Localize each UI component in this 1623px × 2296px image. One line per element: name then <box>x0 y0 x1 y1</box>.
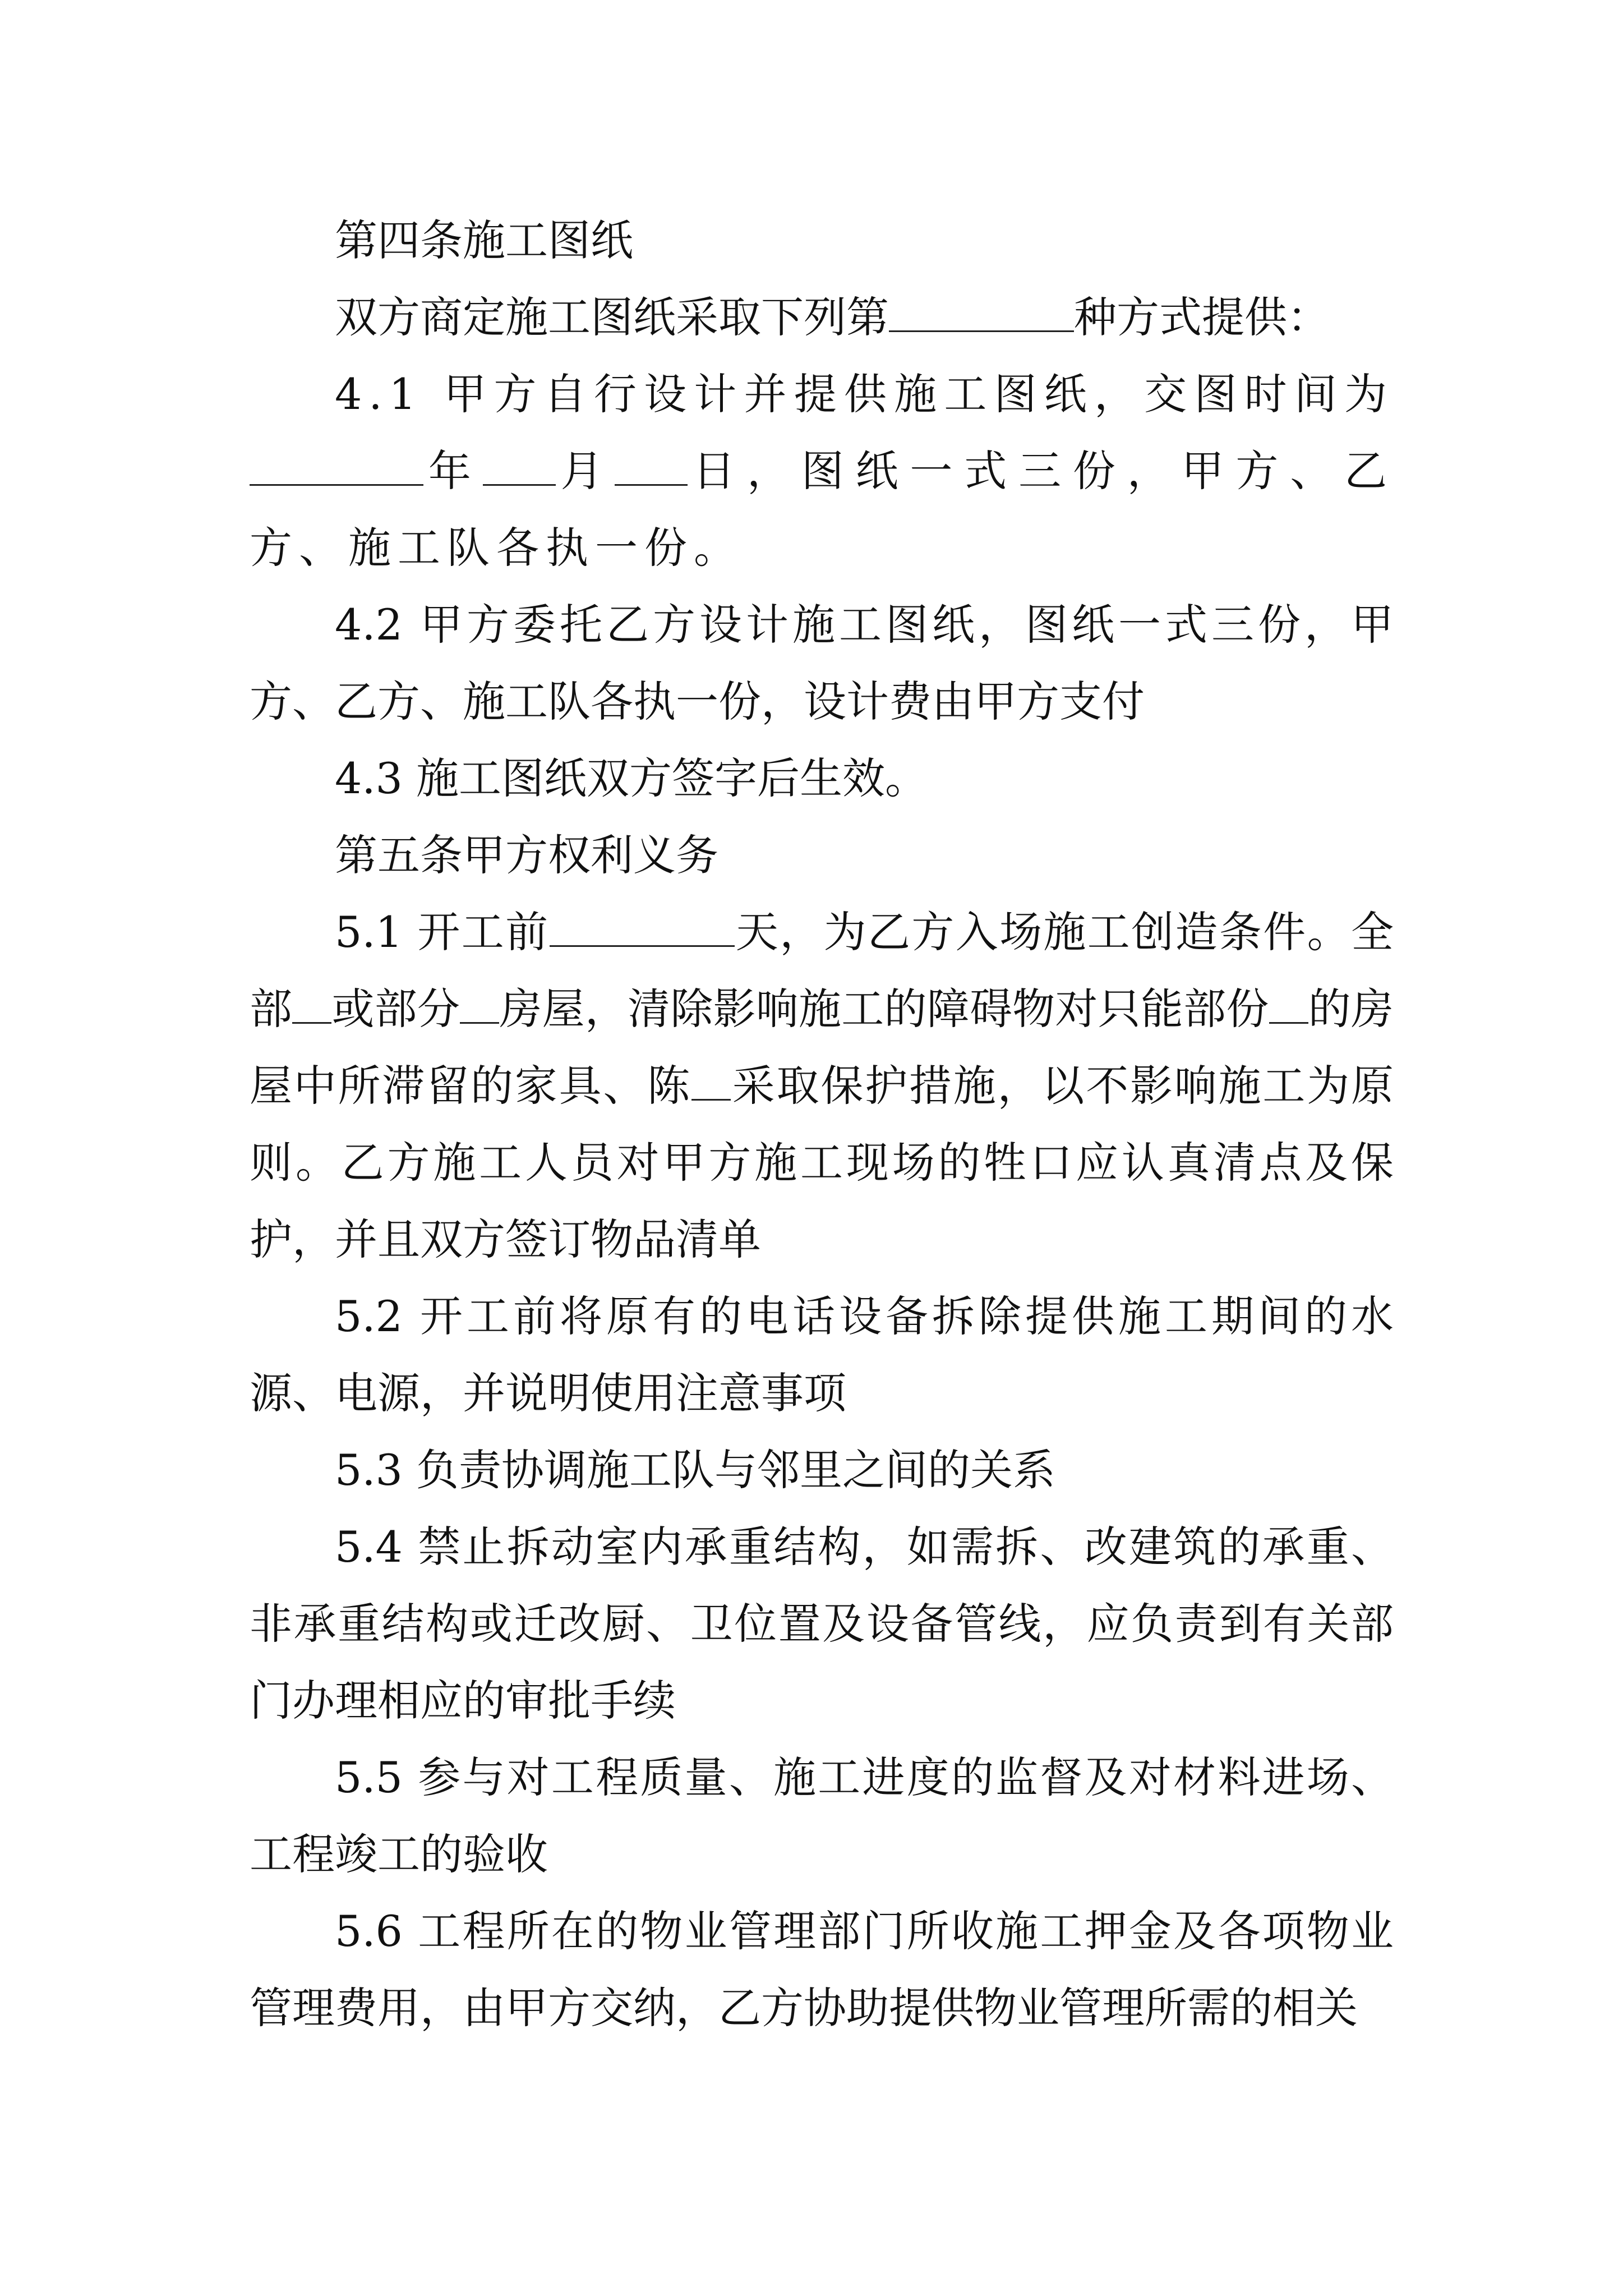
clause-5-1-d: 房屋，清除影响施工的障碍物对只能部份 <box>499 984 1269 1034</box>
article-4-intro <box>250 279 1394 356</box>
portion-blank <box>1269 986 1308 1024</box>
article-5-heading-text: 第五条甲方权利义务 <box>335 830 718 880</box>
clause-5-1-b: 天，为乙方入场施工创造条件。全部 <box>250 907 1394 1034</box>
article-5-heading <box>250 817 1394 894</box>
clause-5-3-text: 5.3 负责协调施工队与邻里之间的关系 <box>335 1445 1056 1495</box>
clause-4-1-part1: 4.1 甲方自行设计并提供施工图纸，交图时间为 <box>335 369 1394 419</box>
clause-5-2-text: 5.2 开工前将原有的电话设备拆除提供施工期间的水源、电源，并说明使用注意事项 <box>250 1291 1394 1418</box>
article-4-intro-after: 种方式提供： <box>1074 292 1330 342</box>
furnishing-blank <box>691 1063 731 1101</box>
clause-5-1-a: 5.1 开工前 <box>335 907 550 957</box>
clause-5-6-text: 5.6 工程所在的物业管理部门所收施工押金及各项物业管理费用，由甲方交纳，乙方协助提供物业管理所需的相关 <box>250 1906 1394 2033</box>
clause-5-3 <box>250 1432 1394 1508</box>
clause-5-1-e: 的房屋中所滞留的家具、陈 <box>250 984 1394 1111</box>
article-4-heading-text: 第四条施工图纸 <box>335 215 633 265</box>
clause-4-2 <box>250 586 1394 740</box>
clause-4-2-text: 4.2 甲方委托乙方设计施工图纸，图纸一式三份，甲方、乙方、施工队各执一份，设计费由甲方支付 <box>250 600 1394 726</box>
clause-4-1 <box>250 356 1394 586</box>
delivery-month-blank <box>483 448 556 486</box>
article-4-intro-before: 双方商定施工图纸采取下列第 <box>335 292 889 342</box>
document-body <box>250 202 1394 2046</box>
delivery-day-blank <box>615 448 688 486</box>
clause-4-1-rest: 日，图纸一式三份，甲方、乙方、施工队各执一份。 <box>250 446 1394 573</box>
clause-5-5-text: 5.5 参与对工程质量、施工进度的监督及对材料进场、工程竣工的验收 <box>250 1752 1394 1879</box>
clause-4-1-month: 月 <box>555 446 615 496</box>
article-4-heading <box>250 202 1394 279</box>
clause-5-5 <box>250 1739 1394 1893</box>
clause-5-4-text: 5.4 禁止拆动室内承重结构，如需拆、改建筑的承重、非承重结构或迁改厨、卫位置及设备管线，应负责到有关部门办理相应的审批手续 <box>250 1522 1394 1726</box>
method-number-blank <box>889 295 1074 332</box>
partial-blank <box>460 986 499 1024</box>
clause-5-1-c: 或部分 <box>331 984 460 1034</box>
clause-4-3 <box>250 740 1394 817</box>
clause-5-6 <box>250 1893 1394 2046</box>
clause-4-3-text: 4.3 施工图纸双方签字后生效。 <box>335 753 928 803</box>
days-before-blank <box>550 909 735 947</box>
delivery-year-blank <box>250 448 423 486</box>
whole-blank <box>292 986 331 1024</box>
clause-4-1-year: 年 <box>423 446 483 496</box>
clause-5-1-f: 采取保护措施，以不影响施工为原则。乙方施工人员对甲方施工现场的牲口应认真清点及保护，并且双方签订物品清单 <box>250 1061 1394 1264</box>
clause-5-4 <box>250 1508 1394 1739</box>
clause-5-1 <box>250 894 1394 1278</box>
clause-5-2 <box>250 1278 1394 1432</box>
